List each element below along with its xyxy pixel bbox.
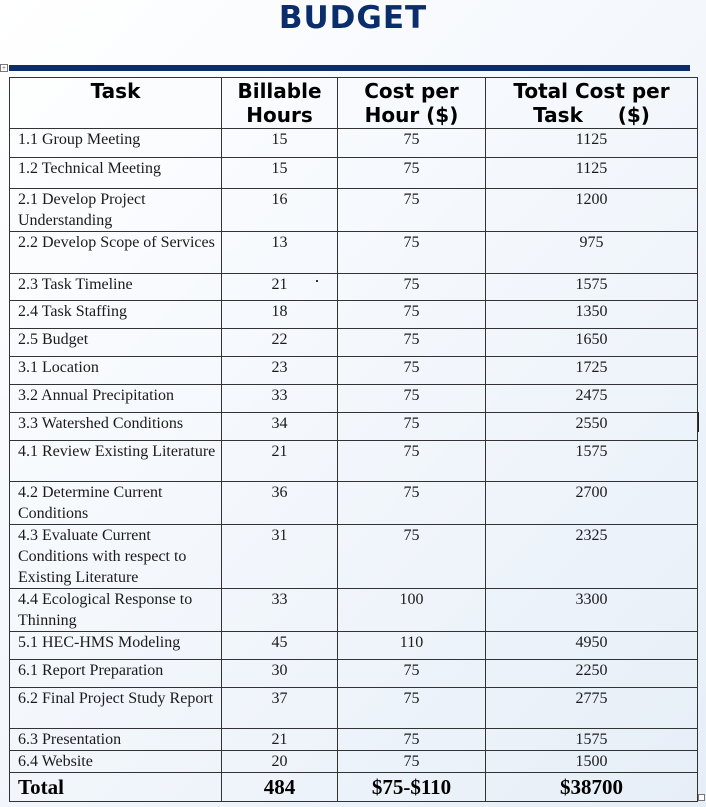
table-row — [10, 589, 698, 632]
hours-cell: 37 — [222, 688, 338, 729]
header-row — [10, 78, 698, 129]
rate-cell: 75 — [338, 413, 486, 441]
rate-cell: 75 — [338, 525, 486, 589]
table-row — [10, 688, 698, 729]
total-rate-range: $75-$110 — [338, 773, 486, 802]
task-cell: 3.3 Watershed Conditions — [10, 413, 222, 441]
table-row — [10, 660, 698, 688]
text-cursor — [698, 412, 699, 432]
table-row — [10, 751, 698, 773]
task-cell: 1.1 Group Meeting — [10, 129, 222, 158]
table-row — [10, 189, 698, 232]
table-row — [10, 129, 698, 158]
page-title: BUDGET — [278, 0, 428, 36]
total-cell: 1575 — [486, 441, 698, 482]
rate-cell: 75 — [338, 274, 486, 301]
hours-cell: 15 — [222, 158, 338, 189]
hours-cell: 21 — [222, 729, 338, 751]
total-cell: 1125 — [486, 129, 698, 158]
rate-cell: 75 — [338, 189, 486, 232]
table-row — [10, 232, 698, 274]
hours-cell: 20 — [222, 751, 338, 773]
total-hours: 484 — [222, 773, 338, 802]
task-cell: 2.5 Budget — [10, 329, 222, 357]
hours-cell: 31 — [222, 525, 338, 589]
task-cell: 6.4 Website — [10, 751, 222, 773]
task-cell: 2.2 Develop Scope of Services — [10, 232, 222, 274]
total-cell: 1575 — [486, 729, 698, 751]
table-row — [10, 729, 698, 751]
total-cell: 1350 — [486, 301, 698, 329]
total-row — [10, 773, 698, 802]
task-cell: 5.1 HEC-HMS Modeling — [10, 632, 222, 660]
task-cell: 2.3 Task Timeline — [10, 274, 222, 301]
table-row — [10, 413, 698, 441]
rate-cell: 75 — [338, 729, 486, 751]
table-row — [10, 525, 698, 589]
table-row — [10, 301, 698, 329]
header-cost-per-hour: Cost per Hour ($) — [338, 78, 486, 129]
total-cell: 1575 — [486, 274, 698, 301]
header-task: Task — [10, 78, 222, 129]
rate-cell: 75 — [338, 441, 486, 482]
table-move-handle-icon[interactable]: + — [0, 64, 8, 72]
total-cell: 4950 — [486, 632, 698, 660]
rate-cell: 75 — [338, 129, 486, 158]
task-cell: 6.1 Report Preparation — [10, 660, 222, 688]
rate-cell: 75 — [338, 158, 486, 189]
task-cell: 3.2 Annual Precipitation — [10, 385, 222, 413]
rate-cell: 75 — [338, 385, 486, 413]
title-divider — [9, 65, 690, 71]
rate-cell: 75 — [338, 482, 486, 525]
rate-cell: 75 — [338, 660, 486, 688]
hours-cell: 21 — [222, 441, 338, 482]
total-cell: 2550 — [486, 413, 698, 441]
rate-cell: 75 — [338, 751, 486, 773]
total-cell: 2250 — [486, 660, 698, 688]
total-cell: 2775 — [486, 688, 698, 729]
total-cost: $38700 — [486, 773, 698, 802]
rate-cell: 75 — [338, 301, 486, 329]
rate-cell: 110 — [338, 632, 486, 660]
rate-cell: 75 — [338, 688, 486, 729]
hours-cell: 36 — [222, 482, 338, 525]
total-cell: 3300 — [486, 589, 698, 632]
header-total-cost: Total Cost per Task ($) — [486, 78, 698, 129]
hours-cell: 45 — [222, 632, 338, 660]
total-cell: 1125 — [486, 158, 698, 189]
total-cell: 2325 — [486, 525, 698, 589]
budget-table — [9, 77, 698, 802]
table-row — [10, 158, 698, 189]
total-cell: 2475 — [486, 385, 698, 413]
hours-cell: 33 — [222, 385, 338, 413]
total-cell: 2700 — [486, 482, 698, 525]
hours-cell: 33 — [222, 589, 338, 632]
table-row — [10, 482, 698, 525]
task-cell: 4.4 Ecological Response to Thinning — [10, 589, 222, 632]
total-cell: 1500 — [486, 751, 698, 773]
task-cell: 4.2 Determine Current Conditions — [10, 482, 222, 525]
header-billable-hours: Billable Hours — [222, 78, 338, 129]
rate-cell: 75 — [338, 357, 486, 385]
total-cell: 1650 — [486, 329, 698, 357]
table-row — [10, 329, 698, 357]
task-cell: 2.1 Develop Project Understanding — [10, 189, 222, 232]
table-row — [10, 632, 698, 660]
rate-cell: 100 — [338, 589, 486, 632]
task-cell: 1.2 Technical Meeting — [10, 158, 222, 189]
hours-cell: 21 — [222, 274, 338, 301]
rate-cell: 75 — [338, 232, 486, 274]
task-cell: 3.1 Location — [10, 357, 222, 385]
hours-cell: 34 — [222, 413, 338, 441]
table-resize-handle-icon[interactable] — [698, 794, 705, 801]
hours-cell: 15 — [222, 129, 338, 158]
total-label: Total — [10, 773, 222, 802]
task-cell: 4.3 Evaluate Current Conditions with respect to Existing Literature — [10, 525, 222, 589]
table-row — [10, 274, 698, 301]
total-cell: 975 — [486, 232, 698, 274]
total-cell: 1200 — [486, 189, 698, 232]
total-cell: 1725 — [486, 357, 698, 385]
hours-cell: 30 — [222, 660, 338, 688]
hours-cell: 16 — [222, 189, 338, 232]
table-row — [10, 357, 698, 385]
hours-cell: 23 — [222, 357, 338, 385]
task-cell: 6.3 Presentation — [10, 729, 222, 751]
task-cell: 2.4 Task Staffing — [10, 301, 222, 329]
table-row — [10, 441, 698, 482]
hours-cell: 18 — [222, 301, 338, 329]
task-cell: 4.1 Review Existing Literature — [10, 441, 222, 482]
hours-cell: 13 — [222, 232, 338, 274]
stray-dot — [316, 280, 318, 282]
hours-cell: 22 — [222, 329, 338, 357]
table-row — [10, 385, 698, 413]
rate-cell: 75 — [338, 329, 486, 357]
task-cell: 6.2 Final Project Study Report — [10, 688, 222, 729]
